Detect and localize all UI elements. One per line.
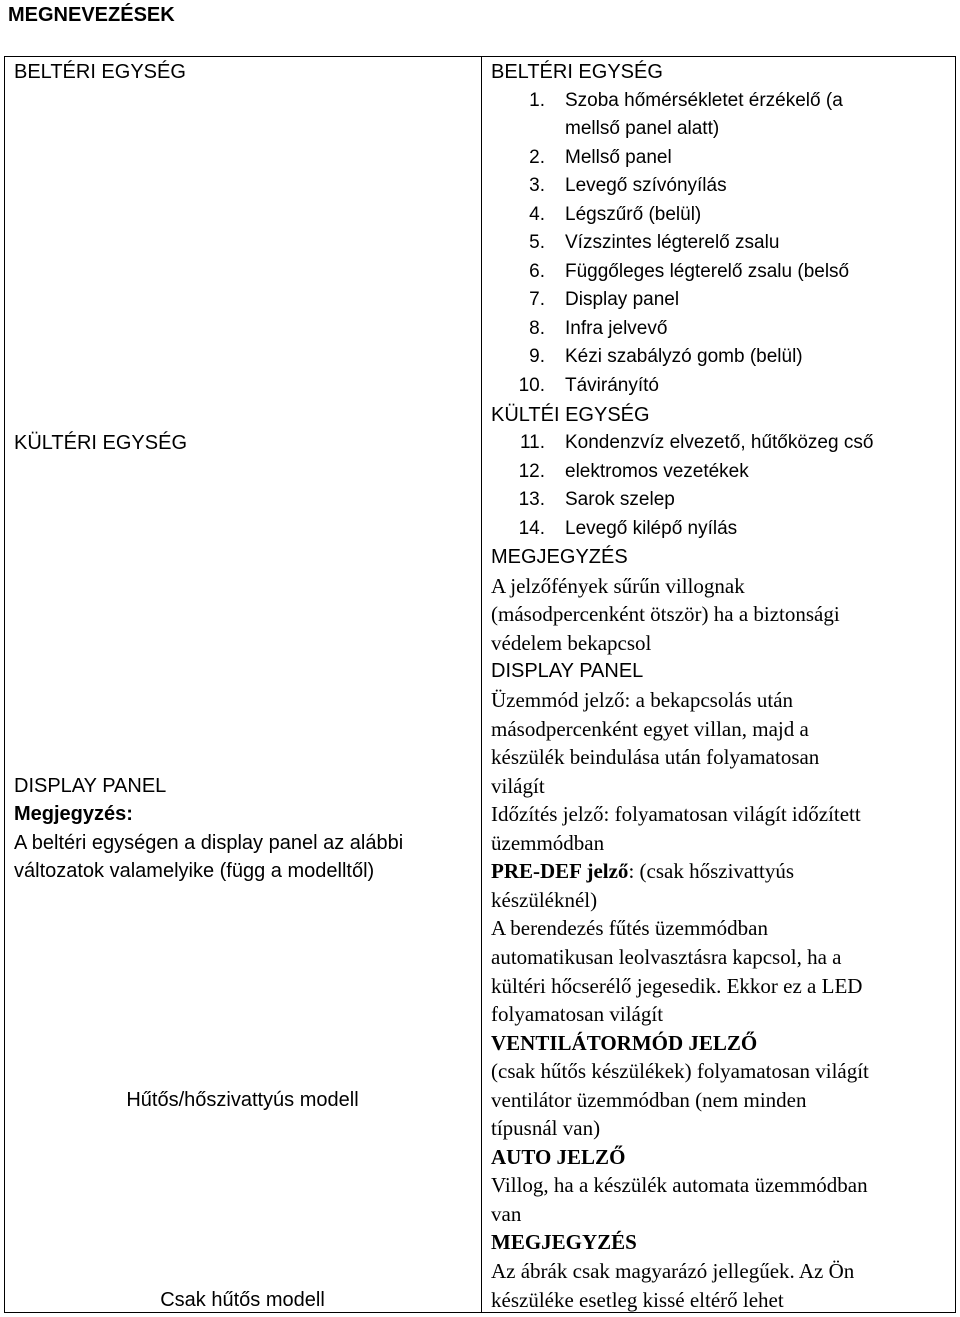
- item-text: Sarok szelep: [565, 489, 675, 511]
- outdoor-heading: KÜLTÉI EGYSÉG: [491, 403, 650, 426]
- auto-indicator-text: Villog, ha a készülék automata üzemmódban: [491, 1173, 868, 1198]
- note-text-2: készüléke esetleg kissé eltérő lehet: [491, 1287, 784, 1312]
- predef-indicator-text: automatikusan leolvasztásra kapcsol, ha a: [491, 944, 842, 969]
- outdoor-item: [491, 429, 951, 458]
- timer-indicator-text: üzemmódban: [491, 830, 605, 855]
- predef-rest: : (csak hőszivattyús: [628, 859, 795, 884]
- left-note-line-1: A beltéri egységen a display panel az alábbi: [14, 832, 404, 854]
- indoor-item: [491, 286, 951, 315]
- mode-indicator-text: Üzemmód jelző: a bekapcsolás után: [491, 688, 794, 713]
- outdoor-item: [491, 458, 951, 487]
- item-text: Vízszintes légterelő zsalu: [565, 232, 780, 254]
- indoor-item: [491, 258, 951, 287]
- item-text: Levegő kilépő nyílás: [565, 517, 738, 539]
- item-text: Mellső panel: [565, 146, 672, 168]
- timer-indicator-text: Időzítés jelző: folyamatosan világít időzített: [491, 802, 861, 827]
- left-note-label: Megjegyzés:: [14, 803, 133, 825]
- item-text: Légszűrő (belül): [565, 203, 702, 225]
- indoor-item: [491, 172, 951, 201]
- item-number: 11.: [519, 432, 545, 454]
- fan-mode-text: ventilátor üzemmódban (nem minden: [491, 1087, 807, 1112]
- fan-mode-heading: VENTILÁTORMÓD JELZŐ: [491, 1030, 758, 1055]
- item-number: 13.: [518, 489, 545, 511]
- right-column: [491, 58, 951, 1314]
- left-outdoor-label: KÜLTÉRI EGYSÉG: [14, 432, 188, 454]
- auto-indicator-heading: AUTO JELZŐ: [491, 1144, 626, 1169]
- indoor-item: [491, 372, 951, 401]
- indoor-item: [491, 144, 951, 173]
- note-heading: MEGJEGYZÉS: [491, 546, 628, 569]
- auto-indicator-text: van: [491, 1201, 522, 1226]
- item-number: 10.: [518, 375, 545, 397]
- item-text: Függőleges légterelő zsalu (belső: [565, 260, 850, 282]
- predef-indicator-text: készüléknél): [491, 887, 598, 912]
- fan-mode-text: (csak hűtős készülékek) folyamatosan világít: [491, 1059, 869, 1084]
- predef-label: PRE-DEF jelző: [491, 859, 629, 884]
- item-number: 6.: [529, 260, 545, 282]
- item-text: Szoba hőmérsékletet érzékelő (a: [565, 89, 843, 111]
- item-text: Kézi szabályzó gomb (belül): [565, 346, 803, 368]
- predef-indicator-text: kültéri hőcserélő jegesedik. Ekkor ez a LED: [491, 973, 863, 998]
- page-title: MEGNEVEZÉSEK: [8, 4, 175, 26]
- item-number: 4.: [529, 203, 545, 225]
- item-text: mellső panel alatt): [565, 118, 720, 140]
- cool-only-model-caption: Csak hűtős modell: [160, 1289, 325, 1311]
- outdoor-item: [491, 515, 951, 544]
- item-text: Kondenzvíz elvezető, hűtőközeg cső: [565, 432, 874, 454]
- mode-indicator-text: világít: [491, 773, 545, 798]
- item-number: 7.: [529, 289, 545, 311]
- left-display-panel-label: DISPLAY PANEL: [14, 775, 167, 797]
- item-number: 9.: [529, 346, 545, 368]
- fan-mode-text: típusnál van): [491, 1116, 601, 1141]
- predef-indicator-text: A berendezés fűtés üzemmódban: [491, 916, 768, 941]
- note-text: védelem bekapcsol: [491, 630, 652, 655]
- note-text: (másodpercenként ötször) ha a biztonsági: [491, 602, 840, 627]
- item-text: Távirányító: [565, 375, 659, 397]
- indoor-item: [491, 315, 951, 344]
- indoor-item: [491, 115, 951, 144]
- left-indoor-label: BELTÉRI EGYSÉG: [14, 61, 186, 83]
- left-note-line-2: változatok valamelyike (függ a modelltől): [14, 860, 375, 882]
- item-number: 1.: [529, 89, 545, 111]
- note-text: A jelzőfények sűrűn villognak: [491, 573, 745, 598]
- mode-indicator-text: készülék beindulása után folyamatosan: [491, 745, 820, 770]
- display-panel-heading: DISPLAY PANEL: [491, 660, 644, 683]
- indoor-heading: BELTÉRI EGYSÉG: [491, 61, 663, 83]
- item-number: 8.: [529, 317, 545, 339]
- note-text-2: Az ábrák csak magyarázó jellegűek. Az Ön: [491, 1258, 855, 1283]
- outdoor-item: [491, 486, 951, 515]
- item-text: Levegő szívónyílás: [565, 175, 727, 197]
- predef-indicator-text: folyamatosan világít: [491, 1002, 664, 1027]
- item-number: 5.: [529, 232, 545, 254]
- item-number: 12.: [518, 460, 545, 482]
- indoor-item: [491, 229, 951, 258]
- item-text: Infra jelvevő: [565, 317, 668, 339]
- indoor-item: [491, 201, 951, 230]
- item-number: 2.: [529, 146, 545, 168]
- mode-indicator-text: másodpercenként egyet villan, majd a: [491, 716, 809, 741]
- item-text: elektromos vezetékek: [565, 460, 749, 482]
- item-number: 3.: [529, 175, 545, 197]
- note-heading-2: MEGJEGYZÉS: [491, 1230, 637, 1255]
- column-divider: [481, 56, 482, 1313]
- indoor-item: [491, 343, 951, 372]
- indoor-item: [491, 87, 951, 116]
- heat-pump-model-caption: Hűtős/hőszivattyús modell: [126, 1089, 359, 1111]
- predef-indicator-text: [491, 857, 951, 886]
- item-number: 14.: [518, 517, 545, 539]
- item-text: Display panel: [565, 289, 680, 311]
